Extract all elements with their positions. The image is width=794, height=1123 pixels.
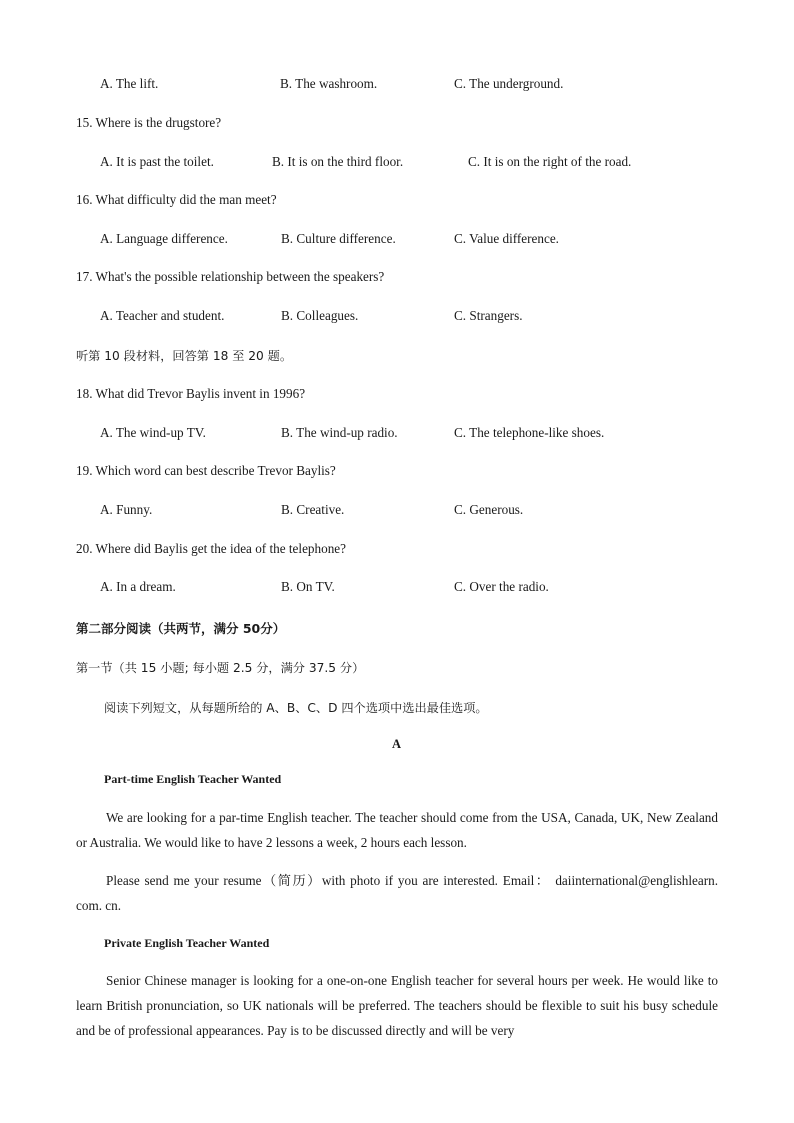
q20-option-a: A. In a dream.	[100, 579, 176, 594]
q19-option-a: A. Funny.	[100, 502, 153, 517]
ad2-paragraph-1: Senior Chinese manager is looking for a one-on-one English teacher for several hours per week. He would like to learn British pronunciation, so UK nationals will be preferred. The teachers should be flexible to suit his busy schedule and be of professional appearances. Pay is to be discussed directly and will be very	[76, 973, 718, 1038]
q15-question: 15. Where is the drugstore?	[76, 115, 222, 130]
q18-option-c: C. The telephone-like shoes.	[454, 425, 605, 440]
section10-instruction: 听第 10 段材料，回答第 18 至 20 题。	[76, 349, 293, 363]
q14-option-a: A. The lift.	[100, 76, 159, 91]
q19-option-b: B. Creative.	[281, 502, 345, 517]
q17-question: 17. What's the possible relationship between the speakers?	[76, 269, 385, 284]
reading-instruction: 阅读下列短文，从每题所给的 A、B、C、D 四个选项中选出最佳选项。	[104, 701, 488, 715]
q14-option-c: C. The underground.	[454, 76, 564, 91]
q20-question: 20. Where did Baylis get the idea of the telephone?	[76, 541, 347, 556]
q17-option-b: B. Colleagues.	[281, 308, 359, 323]
part2-heading: 第二部分阅读（共两节，满分 50分）	[76, 621, 286, 636]
q18-option-a: A. The wind-up TV.	[100, 425, 206, 440]
ad1-title: Part-time English Teacher Wanted	[104, 772, 282, 786]
q17-option-c: C. Strangers.	[454, 308, 523, 323]
q16-option-b: B. Culture difference.	[281, 231, 396, 246]
q15-option-c: C. It is on the right of the road.	[468, 154, 632, 169]
section1-heading: 第一节（共 15 小题; 每小题 2.5 分，满分 37.5 分）	[76, 661, 365, 675]
q16-option-a: A. Language difference.	[100, 231, 228, 246]
q19-option-c: C. Generous.	[454, 502, 524, 517]
q17-option-a: A. Teacher and student.	[100, 308, 225, 323]
ad1-paragraph-1: We are looking for a par-time English teacher. The teacher should come from the USA, Canada, UK, New Zealand or Australia. We would like to have 2 lessons a week, 2 hours each lesson.	[76, 810, 718, 850]
q19-question: 19. Which word can best describe Trevor Baylis?	[76, 463, 336, 478]
q18-option-b: B. The wind-up radio.	[281, 425, 398, 440]
q18-question: 18. What did Trevor Baylis invent in 1996?	[76, 386, 306, 401]
q20-option-c: C. Over the radio.	[454, 579, 549, 594]
ad2-title: Private English Teacher Wanted	[104, 936, 270, 950]
ad1-paragraph-2: Please send me your resume（简历）with photo if you are interested. Email： daiinternational@englishlearn. com. cn.	[76, 873, 718, 913]
q16-question: 16. What difficulty did the man meet?	[76, 192, 277, 207]
q15-option-a: A. It is past the toilet.	[100, 154, 214, 169]
q20-option-b: B. On TV.	[281, 579, 335, 594]
q15-option-b: B. It is on the third floor.	[272, 154, 404, 169]
q14-option-b: B. The washroom.	[280, 76, 378, 91]
passage-letter: A	[392, 737, 402, 751]
q16-option-c: C. Value difference.	[454, 231, 559, 246]
